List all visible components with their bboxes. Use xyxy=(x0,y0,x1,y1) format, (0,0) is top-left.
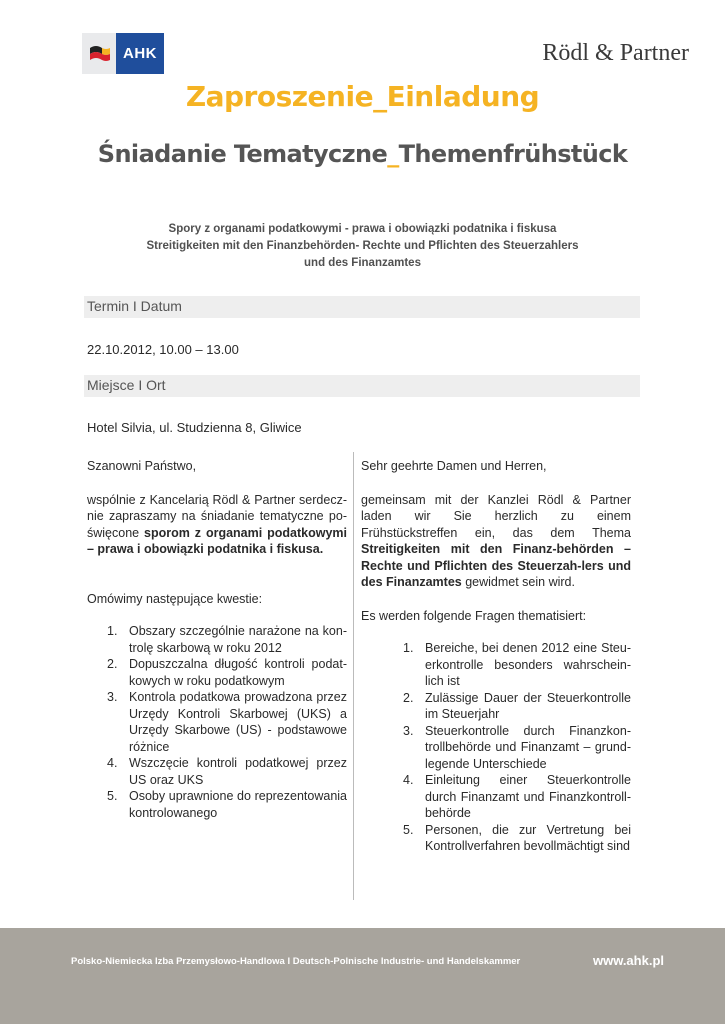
polish-column xyxy=(87,458,347,821)
polish-question-list xyxy=(107,623,347,821)
polish-intro-topic: sporom z organami podatkowymi – prawa i obowiązki podatnika i fiskusa. xyxy=(87,525,347,556)
list-item-text: Obszary szczególnie narażone na kon-trolę skarbową w roku 2012 xyxy=(129,624,347,655)
polish-intro xyxy=(87,492,347,558)
list-item-text: Zulässige Dauer der Steuerkontrolle im Steuerjahr xyxy=(425,690,631,721)
list-item-number: 1. xyxy=(403,641,414,655)
date-section-header xyxy=(84,296,640,318)
list-item xyxy=(403,772,631,822)
list-item xyxy=(403,640,631,690)
footer xyxy=(0,928,725,1024)
date-section-label: Termin I Datum xyxy=(87,298,182,314)
invitation-title: Zaproszenie_Einladung xyxy=(185,80,540,113)
roedl-partner-logo: Rödl & Partner xyxy=(542,40,689,66)
list-item xyxy=(107,755,347,788)
ahk-logo xyxy=(82,33,164,74)
event-location: Hotel Silvia, ul. Studzienna 8, Gliwice xyxy=(87,420,302,435)
list-item xyxy=(403,822,631,855)
german-intro-tail: gewidmet sein wird. xyxy=(461,575,575,589)
list-item-number: 3. xyxy=(403,723,414,738)
list-item-text: Wszczęcie kontroli podatkowej przez US oraz UKS xyxy=(129,756,347,787)
ahk-logo-text: AHK xyxy=(123,45,157,62)
topic-line-1: Spory z organami podatkowymi - prawa i obowiązki podatnika i fiskusa xyxy=(168,223,557,235)
list-item xyxy=(403,690,631,723)
list-item xyxy=(107,689,347,755)
list-item xyxy=(107,623,347,656)
topic-block xyxy=(120,221,605,272)
footer-website-link[interactable]: www.ahk.pl xyxy=(592,953,664,968)
list-item-text: Dopuszczalna długość kontroli podat-kowych w roku podatkowym xyxy=(129,657,347,688)
list-item-number: 4. xyxy=(403,773,414,787)
list-item-text: Kontrola podatkowa prowadzona przez Urzędy Kontroli Skarbowej (UKS) a Urzędy Skarbowe (US) - podstawowe różnice xyxy=(129,690,347,754)
list-item xyxy=(403,723,631,773)
subtitle-part-polish: Śniadanie Tematyczne xyxy=(97,140,388,168)
polish-questions-intro: Omówimy następujące kwestie: xyxy=(87,591,263,606)
german-intro-text: gemeinsam mit der Kanzlei Rödl & Partner laden wir Sie herzlich zu einem Frühstückstreffen ein, das dem Thema xyxy=(361,492,631,540)
event-subtitle xyxy=(0,140,725,168)
german-questions-intro: Es werden folgende Fragen thematisiert: xyxy=(361,608,587,623)
topic-line-3: und des Finanzamtes xyxy=(304,257,421,269)
flag-icon xyxy=(88,42,112,66)
list-item-number: 5. xyxy=(403,822,414,837)
polish-greeting: Szanowni Państwo, xyxy=(87,459,197,473)
list-item-number: 1. xyxy=(107,624,118,638)
subtitle-underscore: _ xyxy=(387,140,399,168)
topic-line-2: Streitigkeiten mit den Finanzbehörden- Rechte und Pflichten des Steuerzahlers xyxy=(146,240,579,252)
list-item-number: 2. xyxy=(107,657,118,671)
german-intro xyxy=(361,492,631,591)
list-item xyxy=(107,656,347,689)
list-item-number: 5. xyxy=(107,789,118,803)
list-item-text: Einleitung einer Steuerkontrolle durch Finanzamt und Finanzkontroll-behörde xyxy=(425,773,631,820)
list-item xyxy=(107,788,347,821)
place-section-header xyxy=(84,375,640,397)
place-section-label: Miejsce I Ort xyxy=(87,377,166,393)
subtitle-part-german: Themenfrühstück xyxy=(398,140,628,168)
polish-intro-text: wspólnie z Kancelarią Rödl & Partner serdecz-nie zapraszamy na śniadanie tematyczne po-święcone xyxy=(87,492,347,540)
list-item-text: Steuerkontrolle durch Finanzkon-trollbehörde und Finanzamt – grund-legende Unterschiede xyxy=(425,723,631,771)
german-question-list xyxy=(403,640,631,855)
german-greeting: Sehr geehrte Damen und Herren, xyxy=(361,459,547,473)
event-date: 22.10.2012, 10.00 – 13.00 xyxy=(87,342,239,357)
list-item-text: Personen, die zur Vertretung bei Kontrollverfahren bevollmächtigt sind xyxy=(425,822,631,853)
ahk-box xyxy=(116,33,164,74)
german-column xyxy=(361,458,631,855)
list-item-number: 3. xyxy=(107,690,118,704)
list-item-text: Bereiche, bei denen 2012 eine Steu-erkontrolle besonders wahrschein-lich ist xyxy=(425,641,631,688)
german-intro-topic: Streitigkeiten mit den Finanz-behörden – Rechte und Pflichten des Steuerzah-lers und des Finanzamtes xyxy=(361,542,631,589)
list-item-number: 4. xyxy=(107,756,118,770)
footer-chamber-name: Polsko-Niemiecka Izba Przemysłowo-Handlowa I Deutsch-Polnische Industrie- und Handelskammer xyxy=(71,956,521,967)
list-item-text: Osoby uprawnione do reprezentowania kontrolowanego xyxy=(129,789,347,820)
column-divider xyxy=(353,452,354,900)
list-item-number: 2. xyxy=(403,690,414,705)
